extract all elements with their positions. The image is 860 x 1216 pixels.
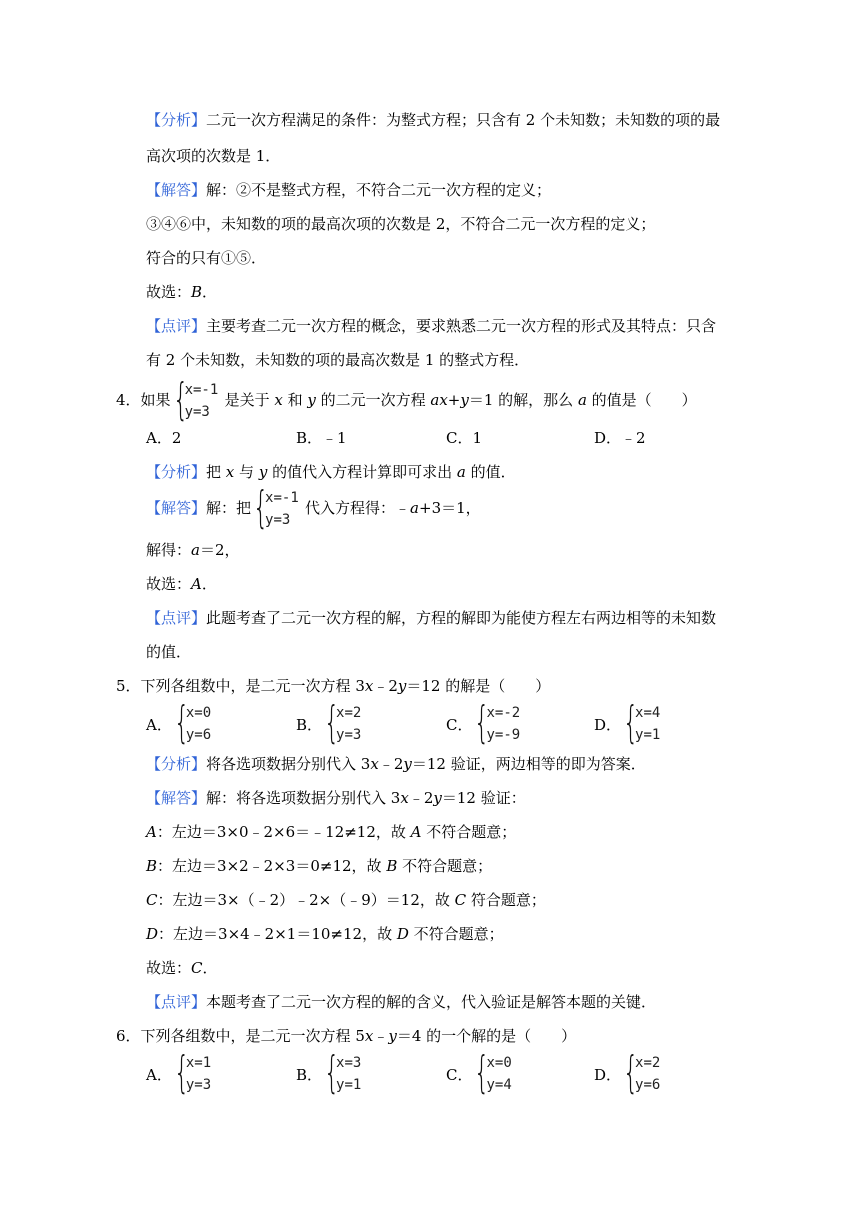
brace-icon: { [623, 1047, 639, 1098]
variable-y: y [388, 1027, 397, 1045]
variable-x: x [364, 677, 374, 695]
check-letter-2: C [454, 891, 467, 909]
q5-comment-text: 本题考查了二元一次方程的解的含义，代入验证是解答本题的关键． [206, 993, 657, 1011]
circled-number-6: ⑥ [176, 215, 192, 233]
q5-analysis-a: 将各选项数据分别代入 3 [206, 755, 371, 773]
check-text-a: ：左边＝3×0﹣2×6＝﹣12≠12，故 [156, 823, 411, 841]
circled-number-3: ③ [146, 215, 162, 233]
choice-label: 故选： [146, 283, 192, 301]
system-equation-2: y=6 [185, 727, 212, 743]
option-value: ﹣1 [322, 429, 347, 447]
choice-end: ． [202, 959, 218, 977]
q4-stem-a: 是关于 [224, 391, 275, 409]
analysis-tag: 【分析】 [146, 463, 207, 481]
choice-label: 故选： [146, 959, 192, 977]
option-label: A． [146, 1065, 172, 1084]
check-letter-2: D [396, 925, 409, 943]
check-letter: C [146, 891, 158, 909]
equation-system [623, 1047, 673, 1098]
variable-x: x [400, 789, 409, 807]
q6-stem-b: ﹣ [373, 1027, 389, 1045]
q3-answer-text-3-post: ． [251, 249, 267, 267]
q5-check-c [146, 890, 546, 910]
variable-x: x [225, 463, 235, 481]
choice-letter: A [191, 575, 202, 593]
option-label: B． [296, 1065, 323, 1084]
question-number: 5． [116, 677, 141, 695]
option-label: A． [146, 429, 172, 447]
q6-stem [116, 1026, 576, 1046]
circled-number-1: ① [221, 249, 237, 267]
q3-comment-line-2 [146, 350, 529, 370]
choice-end: ． [202, 283, 218, 301]
brace-icon: { [253, 482, 269, 533]
option-label: C． [446, 429, 473, 447]
q4-answer-post2: +3＝1， [419, 499, 481, 517]
system-equation-1: x=3 [336, 1055, 362, 1071]
answer-tag: 【解答】 [146, 181, 207, 199]
choice-label: 故选： [146, 575, 192, 593]
system-equation-2: y=3 [336, 727, 362, 743]
q5-option-d [594, 697, 675, 748]
equation-system [324, 1047, 374, 1098]
circled-number-5: ⑤ [236, 249, 252, 267]
q3-comment-line-1 [146, 316, 716, 336]
variable-a: a [456, 463, 466, 481]
q3-choice-line [146, 282, 217, 302]
option-label: D． [594, 715, 622, 734]
q5-answer-c: ＝12 验证： [441, 789, 526, 807]
q6-option-c [446, 1047, 526, 1098]
option-label: A． [146, 715, 172, 734]
option-label: C． [446, 715, 473, 734]
q3-analysis-text-1: 二元一次方程满足的条件：为整式方程；只含有 2 个未知数；未知数的项的最 [206, 111, 721, 129]
circled-number-2: ② [236, 181, 252, 199]
q4-solve-line [146, 540, 240, 560]
option-label: C． [446, 1065, 473, 1084]
answer-tag: 【解答】 [146, 789, 207, 807]
option-value: ﹣2 [621, 429, 646, 447]
q4-comment-text-2: 的值． [146, 643, 192, 661]
equation-expression: ax+y [430, 391, 469, 409]
system-equation-1: x=0 [185, 705, 212, 721]
check-letter-2: A [410, 823, 422, 841]
q3-answer-pre: 解： [206, 181, 237, 199]
variable-a: a [191, 541, 200, 559]
q5-stem-a: 下列各组数中，是二元一次方程 3 [140, 677, 365, 695]
equation-system [172, 374, 223, 425]
q4-choice-line [146, 574, 217, 594]
q4-stem-e: 的值是（ ） [586, 391, 697, 409]
option-label: B． [296, 715, 323, 734]
system-equation-2: y=-9 [486, 727, 521, 743]
q5-stem [116, 676, 550, 696]
question-number: 6． [116, 1027, 141, 1045]
equation-system [474, 1047, 524, 1098]
q4-option-a [146, 428, 181, 448]
check-letter: D [146, 925, 159, 943]
brace-icon: { [173, 1047, 190, 1098]
check-letter-2: B [386, 857, 398, 875]
brace-icon: { [324, 1047, 340, 1098]
circled-number-4: ④ [161, 215, 177, 233]
q3-answer-line-1 [146, 180, 551, 200]
q4-comment-line-1 [146, 608, 716, 628]
q3-comment-text-2: 有 2 个未知数，未知数的项的最高次数是 1 的整式方程． [146, 351, 530, 369]
brace-icon: { [623, 697, 639, 748]
q4-option-c [446, 428, 482, 448]
choice-letter: B [191, 283, 203, 301]
q5-option-a [146, 697, 226, 748]
q6-option-b [296, 1047, 376, 1098]
q4-stem-pre: 如果 [140, 391, 171, 409]
q4-solve-pre: 解得： [146, 541, 192, 559]
q5-option-c [446, 697, 526, 748]
check-text-a: ：左边＝3×（﹣2）﹣2×（﹣9）＝12，故 [157, 891, 455, 909]
variable-y: y [397, 677, 407, 695]
equation-system [474, 697, 524, 748]
q4-answer-post: 代入方程得：﹣ [305, 499, 411, 517]
system-equation-2: y=6 [635, 1077, 661, 1093]
q4-stem-c: 的二元一次方程 [315, 391, 431, 409]
q5-check-d [146, 924, 504, 944]
q6-stem-a: 下列各组数中，是二元一次方程 5 [140, 1027, 365, 1045]
q5-check-a [146, 822, 516, 842]
q3-answer-text-2: 中，未知数的项的最高次项的次数是 2，不符合二元一次方程的定义； [191, 215, 656, 233]
q4-option-d [594, 428, 646, 448]
comment-tag: 【点评】 [146, 993, 207, 1011]
brace-icon: { [173, 697, 190, 748]
analysis-tag: 【分析】 [146, 111, 207, 129]
system-equation-2: y=3 [265, 512, 291, 528]
option-value: 2 [171, 429, 182, 447]
check-text-b: 不符合题意； [397, 857, 493, 875]
comment-tag: 【点评】 [146, 609, 207, 627]
q3-analysis-line-1 [146, 110, 720, 130]
system-equation-1: x=0 [486, 1055, 512, 1071]
q5-answer-b: ﹣2 [408, 789, 434, 807]
system-equation-2: y=4 [486, 1077, 512, 1093]
q3-answer-line-2 [146, 214, 655, 234]
variable-x: x [274, 391, 283, 409]
option-value: 1 [472, 429, 483, 447]
equation-system [324, 697, 374, 748]
q3-analysis-line-2 [146, 146, 280, 166]
q4-analysis-d: 的值． [465, 463, 516, 481]
q5-analysis-b: ﹣2 [378, 755, 404, 773]
system-equation-2: y=3 [184, 404, 210, 420]
variable-y: y [433, 789, 442, 807]
q4-answer-pre: 解：把 [206, 499, 252, 517]
answer-tag: 【解答】 [146, 499, 207, 517]
variable-a: a [410, 499, 419, 517]
choice-letter: C [191, 959, 203, 977]
q4-analysis-line [146, 462, 516, 482]
q4-option-b [296, 428, 347, 448]
q6-stem-c: ＝4 的一个解的是（ ） [396, 1027, 577, 1045]
option-label: B． [296, 429, 323, 447]
check-text-a: ：左边＝3×4﹣2×1＝10≠12，故 [158, 925, 397, 943]
q4-comment-text-1: 此题考查了二元一次方程的解，方程的解即为能使方程左右两边相等的未知数 [206, 609, 717, 627]
q3-answer-line-3 [146, 248, 266, 268]
q4-analysis-c: 的值代入方程计算即可求出 [267, 463, 457, 481]
q5-answer-a: 解：将各选项数据分别代入 3 [206, 789, 401, 807]
q6-option-d [594, 1047, 675, 1098]
variable-y: y [403, 755, 412, 773]
brace-icon: { [474, 697, 490, 748]
q6-option-a [146, 1047, 226, 1098]
q5-stem-c: ＝12 的解是（ ） [406, 677, 551, 695]
brace-icon: { [324, 697, 340, 748]
q5-stem-b: ﹣2 [373, 677, 398, 695]
q5-option-b [296, 697, 376, 748]
system-equation-1: x=1 [185, 1055, 212, 1071]
equation-system [623, 697, 673, 748]
option-label: D． [594, 429, 622, 447]
brace-icon: { [172, 374, 188, 425]
check-letter: B [146, 857, 158, 875]
comment-tag: 【点评】 [146, 317, 207, 335]
q4-stem-b: 和 [282, 391, 308, 409]
variable-y: y [258, 463, 268, 481]
equation-system [253, 482, 303, 533]
q5-choice-line [146, 958, 218, 978]
question-number: 4． [116, 391, 141, 409]
system-equation-1: x=4 [635, 705, 661, 721]
check-text-b: 不符合题意； [421, 823, 517, 841]
system-equation-1: x=-1 [265, 490, 299, 506]
equation-system [173, 697, 224, 748]
q5-check-b [146, 856, 492, 876]
q3-answer-text-3-pre: 符合的只有 [146, 249, 222, 267]
q5-comment-line [146, 992, 656, 1012]
system-equation-2: y=3 [185, 1077, 212, 1093]
q4-stem [116, 374, 697, 425]
option-label: D． [594, 1065, 622, 1084]
variable-x: x [364, 1027, 374, 1045]
variable-a: a [577, 391, 587, 409]
q5-analysis-c: ＝12 验证，两边相等的即为答案． [411, 755, 646, 773]
check-letter: A [146, 823, 157, 841]
system-equation-1: x=-1 [184, 382, 219, 398]
variable-y: y [307, 391, 316, 409]
q4-solve-post: ＝2， [199, 541, 240, 559]
q3-comment-text-1: 主要考查二元一次方程的概念，要求熟悉二元一次方程的形式及其特点：只含 [206, 317, 717, 335]
q4-analysis-a: 把 [206, 463, 226, 481]
q3-analysis-text-2: 高次项的次数是 1． [146, 147, 281, 165]
system-equation-1: x=-2 [486, 705, 521, 721]
system-equation-1: x=2 [336, 705, 362, 721]
q4-analysis-b: 与 [234, 463, 259, 481]
check-text-b: 符合题意； [466, 891, 546, 909]
variable-x: x [370, 755, 379, 773]
brace-icon: { [474, 1047, 490, 1098]
q5-analysis-line [146, 754, 646, 774]
choice-end: ． [201, 575, 217, 593]
q4-stem-d: ＝1 的解，那么 [468, 391, 578, 409]
q4-comment-line-2 [146, 642, 191, 662]
system-equation-1: x=2 [635, 1055, 661, 1071]
q5-answer-line [146, 788, 526, 808]
check-text-b: 不符合题意； [408, 925, 504, 943]
check-text-a: ：左边＝3×2﹣2×3＝0≠12，故 [157, 857, 387, 875]
system-equation-2: y=1 [635, 727, 661, 743]
q3-answer-text-1: 不是整式方程，不符合二元一次方程的定义； [251, 181, 552, 199]
system-equation-2: y=1 [336, 1077, 362, 1093]
analysis-tag: 【分析】 [146, 755, 207, 773]
q4-answer-line [146, 482, 481, 533]
equation-system [173, 1047, 224, 1098]
